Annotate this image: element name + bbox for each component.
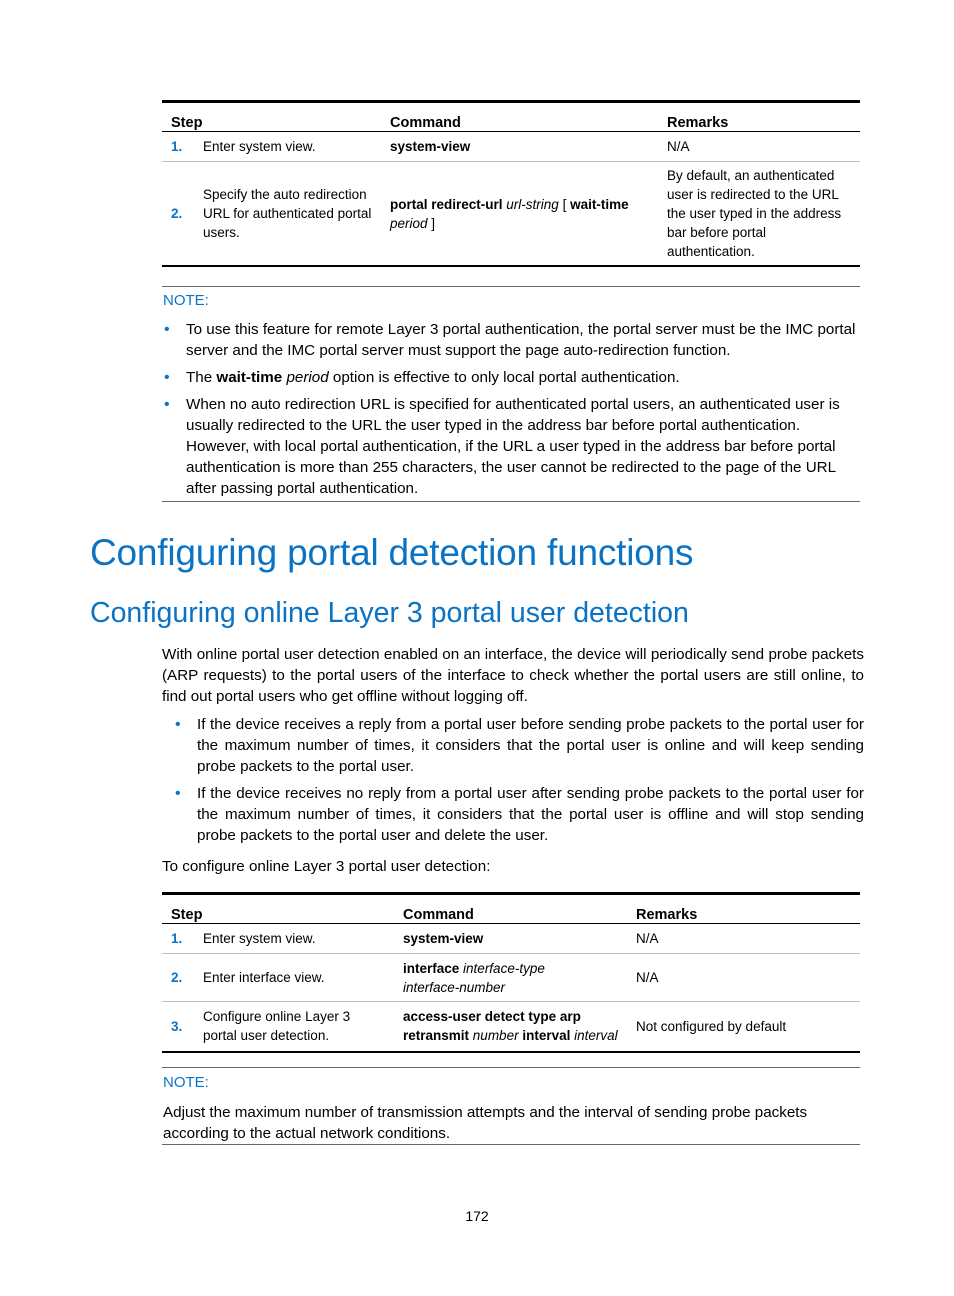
command-keyword: access-user detect type arp retransmit <box>403 1009 581 1044</box>
command-text <box>403 961 545 995</box>
command-text <box>403 1009 618 1043</box>
command-argument: interface-type interface-number <box>403 960 545 995</box>
header-remarks: Remarks <box>636 894 860 924</box>
header-command: Command <box>403 894 636 924</box>
remarks-cell: Not configured by default <box>636 1002 860 1052</box>
command-punctuation: ] <box>427 215 436 231</box>
command-keyword: portal redirect-url <box>390 196 503 212</box>
command-cell <box>403 924 636 954</box>
command-cell <box>390 132 667 162</box>
subsection-heading: Configuring online Layer 3 portal user detection <box>90 597 689 629</box>
note-bullet: • When no auto redirection URL is specified for authenticated portal users, an authenticated user is usually redirected to the URL the user typed in the address bar before portal authentication. However, with local portal authentication, if the URL a user typed in the address bar before portal authentication is more than 255 characters, the user cannot be redirected to the page of the URL after passing portal authentication. <box>186 394 861 499</box>
intro-paragraph: With online portal user detection enabled on an interface, the device will periodically send probe packets (ARP requests) to the portal users of the interface to check whether the portal users are still online, to find out portal users who get offline without logging off. <box>162 646 864 705</box>
command-argument: period <box>390 215 428 231</box>
step-number: 1. <box>162 132 203 162</box>
command-cell <box>403 954 636 1002</box>
command-text <box>403 931 483 946</box>
note-text: The <box>186 369 217 386</box>
step-table-detection <box>162 892 860 1053</box>
procedure-intro: To configure online Layer 3 portal user detection: <box>162 858 491 875</box>
header-step: Step <box>162 102 390 132</box>
note-bottom-rule <box>162 501 860 502</box>
note-argument: period <box>286 369 329 386</box>
note-label: NOTE: <box>163 292 209 309</box>
note-text: option is effective to only local portal authentication. <box>328 369 680 386</box>
command-punctuation: [ <box>558 196 571 212</box>
note-list <box>186 319 861 505</box>
command-cell <box>390 162 667 267</box>
step-number: 3. <box>162 1002 203 1052</box>
remarks-cell: N/A <box>667 132 860 162</box>
step-description: Enter interface view. <box>203 954 403 1002</box>
command-argument: url-string <box>506 196 559 212</box>
list-item: • If the device receives a reply from a portal user before sending probe packets to the portal user for the maximum number of times, it considers that the portal user is online and will keep sending probe packets to the portal user. <box>197 714 864 777</box>
table-row <box>162 954 860 1002</box>
step-number: 1. <box>162 924 203 954</box>
note-text: Adjust the maximum number of transmission attempts and the interval of sending probe packets according to the actual network conditions. <box>163 1104 808 1142</box>
command-keyword: system-view <box>403 931 484 946</box>
step-number: 2. <box>162 954 203 1002</box>
table-header-row <box>162 894 860 924</box>
section-heading: Configuring portal detection functions <box>90 532 694 573</box>
note-top-rule <box>162 1067 860 1068</box>
step-description: Enter system view. <box>203 924 403 954</box>
header-remarks: Remarks <box>667 102 860 132</box>
detection-list <box>197 714 864 852</box>
note-label: NOTE: <box>163 1074 209 1091</box>
remarks-cell: N/A <box>636 924 860 954</box>
step-number: 2. <box>162 162 203 267</box>
table-row <box>162 1002 860 1052</box>
command-cell <box>403 1002 636 1052</box>
command-keyword: interface <box>403 960 460 976</box>
command-keyword: interval <box>522 1028 571 1044</box>
step-description: Configure online Layer 3 portal user detection. <box>203 1002 403 1052</box>
remarks-cell: By default, an authenticated user is redirected to the URL the user typed in the address bar before portal authentication. <box>667 162 860 267</box>
command-keyword: system-view <box>390 139 471 154</box>
table-header-row <box>162 102 860 132</box>
note-bullet <box>186 367 861 388</box>
table-row <box>162 162 860 267</box>
table-row <box>162 924 860 954</box>
command-argument: interval <box>574 1028 618 1044</box>
note-bottom-rule <box>162 1144 860 1145</box>
command-text <box>390 139 470 154</box>
command-argument: number <box>472 1028 519 1044</box>
step-description: Specify the auto redirection URL for authenticated portal users. <box>203 162 390 267</box>
step-table-redirect <box>162 100 860 267</box>
list-item: • If the device receives no reply from a portal user after sending probe packets to the portal user for the maximum number of times, it considers that the portal user is offline and will stop sending probe packets to the portal user and delete the user. <box>197 783 864 846</box>
remarks-cell: N/A <box>636 954 860 1002</box>
note-top-rule <box>162 286 860 287</box>
header-command: Command <box>390 102 667 132</box>
note-keyword: wait-time <box>216 369 283 386</box>
note-bullet: • To use this feature for remote Layer 3 portal authentication, the portal server must be the IMC portal server and the IMC portal server must support the page auto-redirection function. <box>186 319 861 361</box>
header-step: Step <box>162 894 403 924</box>
page-number: 172 <box>465 1208 489 1224</box>
command-text <box>390 197 629 231</box>
command-keyword: wait-time <box>570 196 629 212</box>
step-description: Enter system view. <box>203 132 390 162</box>
table-row <box>162 132 860 162</box>
